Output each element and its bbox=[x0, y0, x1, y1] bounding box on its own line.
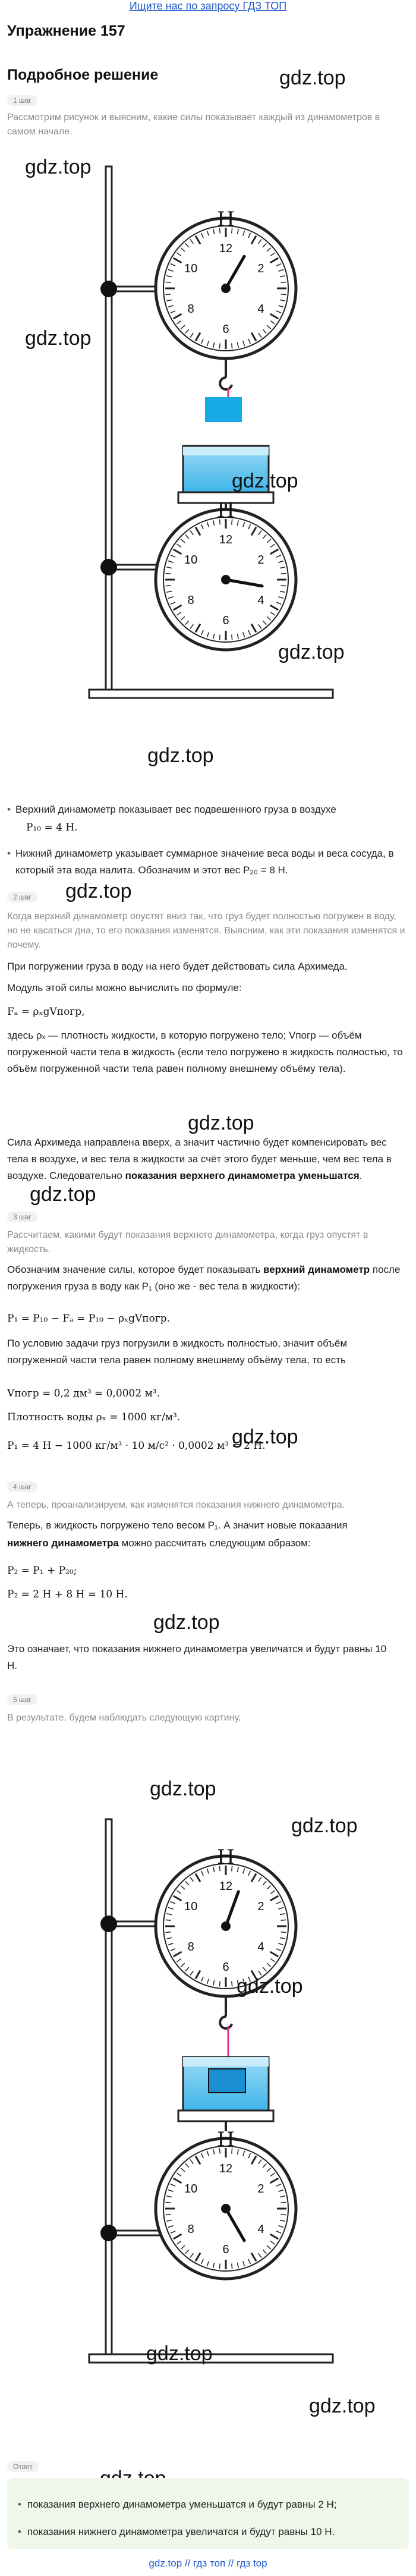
watermark: gdz.top bbox=[147, 744, 214, 767]
dial-number: 4 bbox=[257, 303, 264, 316]
dial-hub bbox=[221, 575, 231, 584]
step-4-p1: Теперь, в жидкость погружено тело весом P₁. А значит новые показания bbox=[7, 1520, 348, 1531]
step-3-gray: Рассчитаем, какими будут показания верхнего динамометра, когда груз опустят в жидкость. bbox=[7, 1230, 368, 1254]
step-4-p2: нижнего динамометра можно рассчитать следующим образом: bbox=[7, 1537, 311, 1549]
watermark: gdz.top bbox=[232, 470, 298, 492]
dial-tick bbox=[166, 1932, 171, 1933]
formula-volume: Vпогр = 0,2 дм³ = 0,0002 м³. bbox=[7, 1388, 160, 1399]
dial-number: 2 bbox=[257, 2182, 264, 2196]
step-4-gray: А теперь, проанализируем, как изменятся показания нижнего динамометра. bbox=[7, 1500, 345, 1510]
dial-tick bbox=[219, 2263, 220, 2269]
step-2-badge: 2 шаг bbox=[7, 892, 37, 902]
dial-number: 8 bbox=[187, 2223, 194, 2236]
lower-dial-letter: Н bbox=[217, 2128, 235, 2152]
watermark: gdz.top bbox=[146, 2342, 213, 2365]
bullet-lower: • Нижний динамометр указывает суммарное значение веса воды и веса сосуда, в который эта вода налита. Обозначим и этот вес P₂₀ = 8 H. bbox=[15, 845, 402, 879]
watermark: gdz.top bbox=[279, 67, 346, 89]
step-4-badge: 4 шаг bbox=[7, 1482, 37, 1492]
dial-number: 12 bbox=[219, 1880, 233, 1893]
answer-lower: • показания нижнего динамометра увеличатся и будут равны 10 H. bbox=[27, 2524, 396, 2540]
formula-p10: P₁₀ = 4 H. bbox=[26, 822, 78, 833]
dial-number: 8 bbox=[187, 594, 194, 607]
formula-p2-value: P₂ = 2 H + 8 H = 10 H. bbox=[7, 1589, 128, 1600]
dial-hub bbox=[221, 284, 231, 293]
step-2-p2: Модуль этой силы можно вычислить по формуле: bbox=[7, 982, 242, 993]
dial-hub bbox=[221, 1921, 231, 1931]
watermark: gdz.top bbox=[188, 1112, 254, 1134]
lower-dial-letter: Н bbox=[217, 499, 235, 523]
step-1-badge: 1 шаг bbox=[7, 95, 37, 106]
watermark: gdz.top bbox=[150, 1778, 216, 1800]
dial-number: 10 bbox=[184, 1900, 198, 1913]
formula-p1: P₁ = P₁₀ − Fₐ = P₁₀ − ρₓgVпогр. bbox=[7, 1313, 171, 1325]
watermark: gdz.top bbox=[25, 327, 92, 350]
dial-tick bbox=[166, 573, 171, 574]
dial-number: 6 bbox=[222, 614, 229, 627]
watermark: gdz.top bbox=[291, 1814, 358, 1837]
dial-number: 2 bbox=[257, 553, 264, 567]
dial-tick bbox=[166, 294, 171, 295]
dial-number: 4 bbox=[257, 1940, 264, 1954]
top-search-link[interactable]: Ищите нас по запросу ГДЗ ТОП bbox=[129, 0, 287, 12]
watermark: gdz.top bbox=[65, 880, 132, 902]
weight-block bbox=[205, 397, 242, 422]
dial-number: 12 bbox=[219, 533, 233, 546]
step-3-badge: 3 шаг bbox=[7, 1212, 37, 1222]
section-title: Подробное решение bbox=[7, 67, 159, 83]
step-2-p3: здесь ρₓ — плотность жидкости, в которую погружено тело; Vпогр — объём погруженной части тела в жидкость (если тело погружено в жидкость полностью, то объём погруженной части тела равен полному внешнему объёму тела). bbox=[7, 1030, 403, 1074]
watermark: gdz.top bbox=[309, 2395, 376, 2417]
dial-tick bbox=[281, 573, 286, 574]
watermark: gdz.top bbox=[237, 1975, 303, 1998]
dial-number: 6 bbox=[222, 1961, 229, 1974]
watermark: gdz.top bbox=[30, 1183, 96, 1206]
dial-tick bbox=[219, 343, 220, 348]
formula-archimedes: Fₐ = ρₓgVпогр, bbox=[7, 1006, 85, 1018]
dial-number: 10 bbox=[184, 2182, 198, 2196]
page-title: Упражнение 157 bbox=[7, 23, 125, 39]
dial-number: 12 bbox=[219, 242, 233, 255]
step-2-p4: Сила Архимеда направлена вверх, а значит частично будет компенсировать вес тела в воздухе, и вес тела в жидкости за счёт этого будет меньше, чем вес тела в воздухе. Следовательно показания верхнего динамометра уменьшатся. bbox=[7, 1137, 392, 1181]
upper-dial-letter: Н bbox=[217, 1845, 235, 1869]
dial-number: 6 bbox=[222, 2243, 229, 2256]
bullet-upper: • Верхний динамометр показывает вес подвешенного груза в воздухе bbox=[15, 801, 402, 818]
dial-tick bbox=[219, 1981, 220, 1986]
formula-p2: P₂ = P₁ + P₂₀; bbox=[7, 1565, 77, 1577]
step-4-p3: Это означает, что показания нижнего динамометра увеличатся и будут равны 10 H. bbox=[7, 1643, 387, 1671]
dial-number: 2 bbox=[257, 1900, 264, 1913]
dial-number: 10 bbox=[184, 262, 198, 275]
dial-number: 8 bbox=[187, 1940, 194, 1954]
dial-number: 2 bbox=[257, 262, 264, 275]
step-3-p1: Обозначим значение силы, которое будет показывать верхний динамометр после погружения груза в воду как P₁ (оно же - вес тела в жидкости): bbox=[7, 1264, 401, 1292]
step-5-badge: 5 шаг bbox=[7, 1694, 37, 1705]
step-3-p2: По условию задачи груз погрузили в жидкость полностью, значит объём погруженной части тела равен полному внешнему объёму тела, то есть bbox=[7, 1338, 348, 1366]
dial-number: 10 bbox=[184, 553, 198, 567]
dial-number: 8 bbox=[187, 303, 194, 316]
dial-tick bbox=[219, 634, 220, 640]
formula-density: Плотность воды ρₓ = 1000 кг/м³. bbox=[7, 1411, 181, 1423]
step-1-text: Рассмотрим рисунок и выясним, какие силы показывает каждый из динамометров в самом начале. bbox=[7, 112, 380, 137]
dial-tick bbox=[281, 294, 286, 295]
dial-number: 4 bbox=[257, 594, 264, 607]
watermark: gdz.top bbox=[25, 156, 92, 178]
watermark: gdz.top bbox=[232, 1426, 298, 1448]
watermark: gdz.top bbox=[278, 641, 345, 663]
step-5-gray: В результате, будем наблюдать следующую картину. bbox=[7, 1713, 241, 1723]
dial-tick bbox=[281, 2202, 286, 2203]
dial-number: 4 bbox=[257, 2223, 264, 2236]
step-2-p1: При погружении груза в воду на него будет действовать сила Архимеда. bbox=[7, 961, 348, 972]
formula-p1-value: P₁ = 4 H − 1000 кг/м³ · 10 м/с² · 0,0002 м³ = 2 H. bbox=[7, 1440, 266, 1452]
dial-tick bbox=[166, 2202, 171, 2203]
upper-dial-letter: Н bbox=[217, 207, 235, 231]
footer-links[interactable]: gdz.top // гдз топ // гдз top bbox=[149, 2558, 267, 2569]
answer-badge: Ответ bbox=[7, 2461, 39, 2472]
step-2-gray: Когда верхний динамометр опустят вниз так, что груз будет полностью погружен в воду, но не касаться дна, то его показания изменятся. Выясним, как эти показания изменятся и почему. bbox=[7, 911, 405, 950]
figure-final bbox=[0, 1807, 416, 2408]
figure-initial bbox=[0, 143, 416, 737]
dial-hub bbox=[221, 2204, 231, 2213]
dial-number: 6 bbox=[222, 323, 229, 336]
watermark: gdz.top bbox=[153, 1611, 220, 1634]
dial-tick bbox=[281, 1932, 286, 1933]
answer-upper: • показания верхнего динамометра уменьшатся и будут равны 2 H; bbox=[27, 2497, 396, 2512]
dial-number: 12 bbox=[219, 2162, 233, 2175]
